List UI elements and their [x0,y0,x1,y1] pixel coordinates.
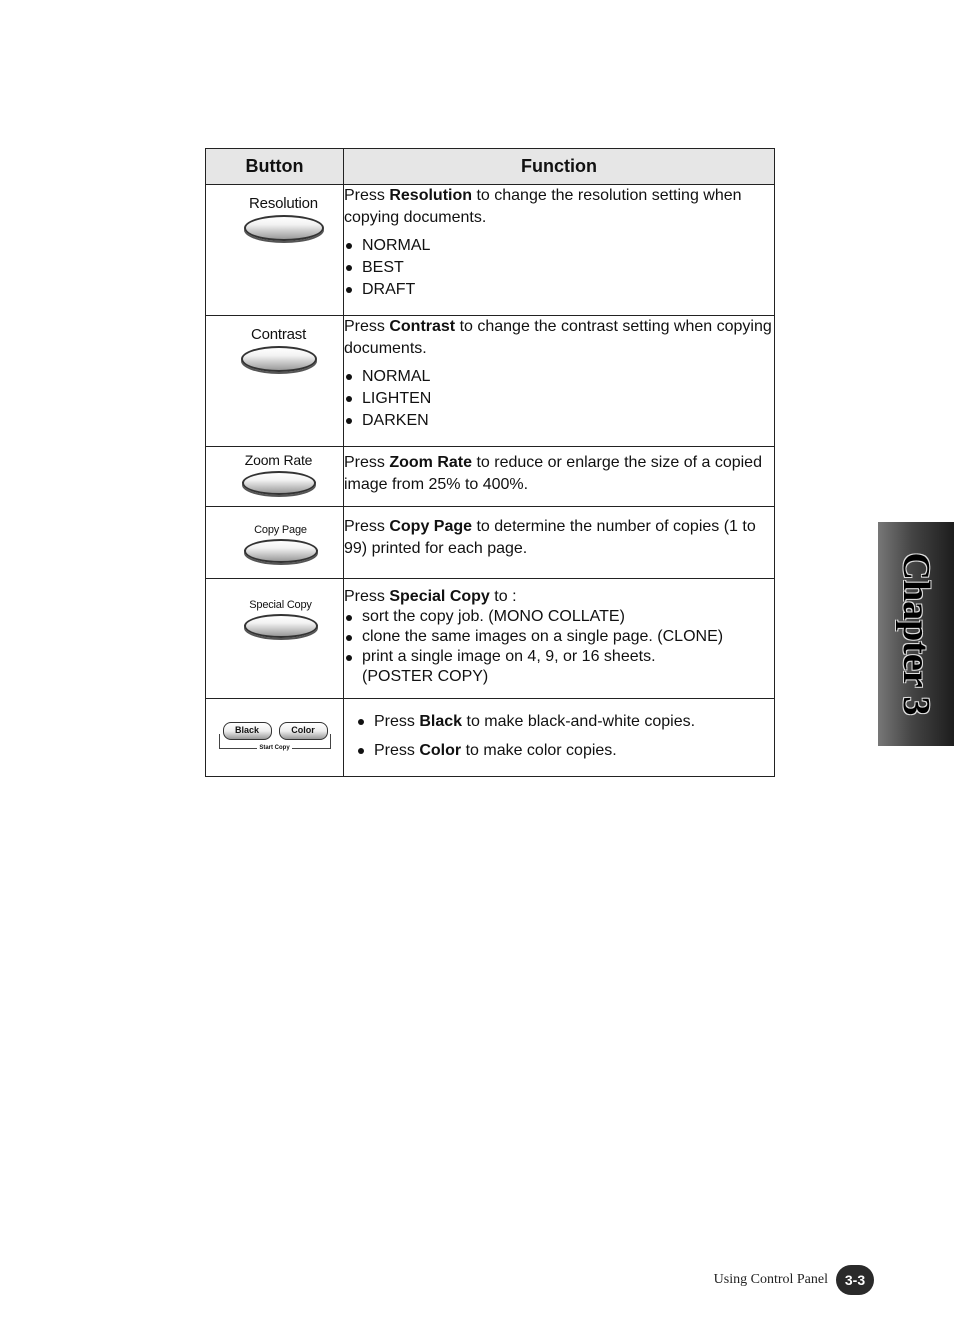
option-list [344,607,774,687]
function-cell [344,185,775,316]
function-cell [344,579,775,699]
function-text: Press Contrast to change the contrast setting when copying documents. [344,318,772,357]
list-item: LIGHTEN [344,388,774,410]
list-item: sort the copy job. (MONO COLLATE) [344,607,774,627]
chapter-tab [878,522,954,746]
function-cell [344,699,775,777]
list-item: BEST [344,257,774,279]
resolution-button-label: Resolution [249,195,318,212]
page-number-badge: 3-3 [836,1265,874,1295]
list-item: print a single image on 4, 9, or 16 sheets. (POSTER COPY) [344,647,774,687]
zoom-rate-button-label: Zoom Rate [244,452,313,468]
chapter-tab-label: Chapter 3 [895,552,937,716]
option-list [344,366,774,432]
table-row [206,185,775,316]
button-cell [206,185,344,316]
copy-page-button-icon [244,539,318,563]
list-item: DRAFT [344,279,774,301]
function-text: Press Copy Page to determine the number of copies (1 to 99) printed for each page. [344,518,756,557]
black-button-icon: Black [223,722,272,740]
table-row [206,507,775,579]
function-text: Press Resolution to change the resolution setting when copying documents. [344,187,742,226]
option-list [344,235,774,301]
header-button: Button [206,149,344,185]
copy-page-button-label: Copy Page [254,524,307,536]
button-cell [206,579,344,699]
function-cell [344,507,775,579]
special-copy-button-icon [244,614,318,638]
button-cell [206,316,344,447]
start-copy-buttons-illustration [219,722,331,752]
button-cell [206,699,344,777]
footer-section-title: Using Control Panel [713,1272,828,1287]
table-row [206,699,775,777]
function-text: Press Zoom Rate to reduce or enlarge the size of a copied image from 25% to 400%. [344,454,762,493]
start-copy-label: Start Copy [259,745,290,751]
table-row [206,447,775,507]
function-cell [344,447,775,507]
option-list [356,711,774,762]
resolution-button-icon [244,215,324,241]
special-copy-button-illustration [206,579,343,638]
special-copy-button-label: Special Copy [249,599,312,611]
function-text: Press Special Copy to : [344,588,517,605]
page-footer [714,1265,874,1295]
button-cell [206,507,344,579]
function-cell [344,316,775,447]
header-function: Function [344,149,775,185]
contrast-button-illustration [206,316,343,372]
contrast-button-label: Contrast [250,326,307,343]
list-item: NORMAL [344,235,774,257]
copy-page-button-illustration [206,507,343,563]
button-cell [206,447,344,507]
zoom-rate-button-icon [242,471,316,495]
list-item: Press Black to make black-and-white copies. [356,711,774,733]
resolution-button-illustration [206,185,343,241]
table-header-row [206,149,775,185]
list-item: NORMAL [344,366,774,388]
contrast-button-icon [241,346,317,372]
table-row [206,316,775,447]
table-row [206,579,775,699]
color-button-icon: Color [279,722,328,740]
list-item: Press Color to make color copies. [356,740,774,762]
zoom-rate-button-illustration [206,447,343,495]
list-item: DARKEN [344,410,774,432]
button-function-table [205,148,775,777]
list-item: clone the same images on a single page. (CLONE) [344,627,774,647]
